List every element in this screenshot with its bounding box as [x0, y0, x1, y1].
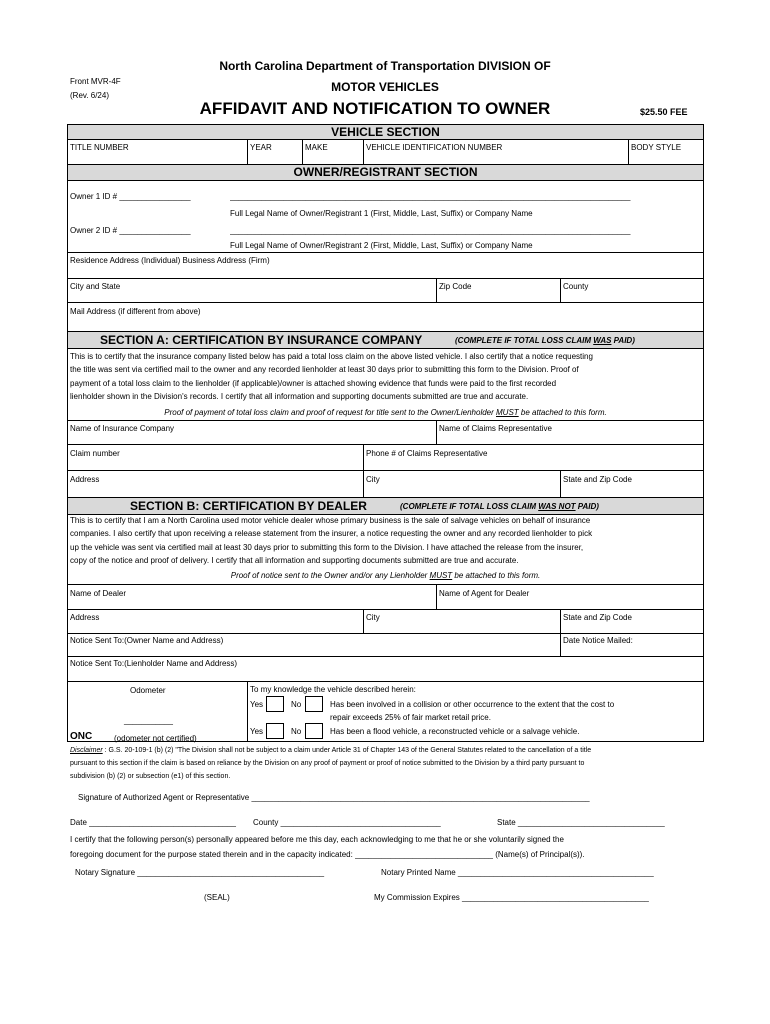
dealer-name-field[interactable]: Name of Dealer — [70, 589, 127, 598]
q1-yes-label: Yes — [250, 700, 264, 709]
notary-certification: I certify that the following person(s) personally appeared before me this day, each acknowledging to me that he or she voluntarily signed the foregoing document for the purpose stated therein and in the capacity indicated: _______________________________ (Name(s) of Principal(s)). — [70, 835, 585, 859]
knowledge-label: To my knowledge the vehicle described herein: — [250, 685, 416, 694]
vehicle-section-title: VEHICLE SECTION — [331, 125, 440, 139]
title-number-label: TITLE NUMBER — [70, 143, 129, 152]
owner1-id-field[interactable]: Owner 1 ID # ________________ — [70, 192, 191, 201]
section-b-title: SECTION B: CERTIFICATION BY DEALER — [130, 499, 367, 513]
date-mailed-field[interactable]: Date Notice Mailed: — [563, 636, 633, 645]
section-a-state-zip-field[interactable]: State and Zip Code — [563, 475, 632, 484]
onc-label: ONC — [70, 731, 93, 742]
q2-no-label: No — [291, 727, 302, 736]
q1-no-checkbox[interactable] — [305, 696, 323, 712]
section-a-proof-note: Proof of payment of total loss claim and proof of request for title sent to the Owner/Lienholder MUST be attached to this form. — [164, 408, 607, 417]
city-state-field[interactable]: City and State — [70, 282, 121, 291]
owner2-id-field[interactable]: Owner 2 ID # ________________ — [70, 226, 191, 235]
commission-expires-field[interactable]: My Commission Expires __________________________________________ — [374, 893, 649, 902]
claim-number-field[interactable]: Claim number — [70, 449, 120, 458]
notice-lienholder-field[interactable]: Notice Sent To:(Lienholder Name and Address) — [70, 659, 238, 668]
state-sig-field[interactable]: State _________________________________ — [497, 818, 665, 827]
owner2-name-caption: Full Legal Name of Owner/Registrant 2 (First, Middle, Last, Suffix) or Company Name — [230, 241, 533, 250]
body-style-label: BODY STYLE — [631, 143, 682, 152]
form-title: AFFIDAVIT AND NOTIFICATION TO OWNER — [199, 99, 551, 118]
odometer-label: Odometer — [130, 686, 166, 695]
section-a-city-field[interactable]: City — [366, 475, 380, 484]
q2-no-checkbox[interactable] — [305, 723, 323, 739]
vin-label: VEHICLE IDENTIFICATION NUMBER — [366, 143, 503, 152]
notary-printed-name-field[interactable]: Notary Printed Name ____________________________________________ — [381, 868, 654, 877]
notice-owner-field[interactable]: Notice Sent To:(Owner Name and Address) — [70, 636, 224, 645]
section-b-proof-note: Proof of notice sent to the Owner and/or any Lienholder MUST be attached to this form. — [230, 571, 541, 580]
onc-note: (odometer not certified) — [114, 734, 197, 743]
owner2-name-field[interactable]: __________________________________________________________________________________________ — [230, 226, 631, 235]
form-revision: (Rev. 6/24) — [70, 91, 109, 100]
section-b-note: (COMPLETE IF TOTAL LOSS CLAIM WAS NOT PAID) — [400, 502, 599, 511]
q2-yes-label: Yes — [250, 727, 264, 736]
q1-yes-checkbox[interactable] — [266, 696, 284, 712]
form-id: Front MVR-4F — [70, 77, 121, 86]
dealer-address-field[interactable]: Address — [70, 613, 100, 622]
section-a-note: (COMPLETE IF TOTAL LOSS CLAIM WAS PAID) — [455, 336, 635, 345]
owner-section-title: OWNER/REGISTRANT SECTION — [293, 165, 478, 179]
section-a-address-field[interactable]: Address — [70, 475, 100, 484]
residence-address-field[interactable]: Residence Address (Individual) Business Address (Firm) — [70, 256, 270, 265]
date-field[interactable]: Date _________________________________ — [70, 818, 236, 827]
odometer-input[interactable]: ___________ — [124, 716, 173, 725]
agency-line-2: MOTOR VEHICLES — [331, 80, 439, 94]
dealer-city-field[interactable]: City — [366, 613, 380, 622]
mail-address-field[interactable]: Mail Address (if different from above) — [70, 307, 201, 316]
section-a-title: SECTION A: CERTIFICATION BY INSURANCE COMPANY — [100, 333, 423, 347]
insurance-company-field[interactable]: Name of Insurance Company — [70, 424, 175, 433]
dealer-state-zip-field[interactable]: State and Zip Code — [563, 613, 632, 622]
q1-text-line2: repair exceeds 25% of fair market retail price. — [330, 713, 491, 722]
zip-code-field[interactable]: Zip Code — [439, 282, 472, 291]
agent-signature-field[interactable]: Signature of Authorized Agent or Representative ____________________________________________________________________________ — [78, 793, 590, 802]
claims-rep-field[interactable]: Name of Claims Representative — [439, 424, 552, 433]
owner1-name-caption: Full Legal Name of Owner/Registrant 1 (First, Middle, Last, Suffix) or Company Name — [230, 209, 533, 218]
agent-name-field[interactable]: Name of Agent for Dealer — [439, 589, 530, 598]
disclaimer: Disclaimer : G.S. 20-109-1 (b) (2) "The Division shall not be subject to a claim under Article 31 of Chapter 143 of the General Statutes related to the cancellation of a title pursuant to this section if the claim is based on reliance by the Division on any proof of payment or proof of notice submitted to the Division by a third party pursuant to subdivision (b) (2) or subsection (e1) of this section. — [70, 747, 592, 780]
section-a-body: This is to certify that the insurance company listed below has paid a total loss claim on the above listed vehicle. I also certify that a notice requesting the title was sent via certified mail to the owner and any recorded lienholder at least 30 days prior to submitting this form to the Division. Proof of payment of a total loss claim to the lienholder (if applicable)/owner is attached showing evidence that funds were paid to the first recorded lienholder shown in the Division's records. I certify that all information and supporting documents submitted are true and accurate. — [70, 352, 593, 402]
year-label: YEAR — [250, 143, 272, 152]
make-label: MAKE — [305, 143, 328, 152]
q1-no-label: No — [291, 700, 302, 709]
q2-text: Has been a flood vehicle, a reconstructed vehicle or a salvage vehicle. — [330, 727, 580, 736]
notary-signature-field[interactable]: Notary Signature __________________________________________ — [75, 868, 325, 877]
owner1-name-field[interactable]: __________________________________________________________________________________________ — [230, 192, 631, 201]
county-field[interactable]: County — [563, 282, 589, 291]
section-b-body: This is to certify that I am a North Carolina used motor vehicle dealer whose primary business is the sale of salvage vehicles on behalf of insurance companies. I also certify that upon receiving a release statement from the insurer, a notice requesting the owner and any recorded lienholder to pick up the vehicle was sent via certified mail at least 30 days prior to submitting this form to the Division. I have attached the release from the insurer, copy of the notice and proof of delivery. I certify that all information and supporting documents submitted are true and accurate. — [70, 516, 593, 566]
seal-label: (SEAL) — [204, 893, 230, 902]
agency-line-1: North Carolina Department of Transportation DIVISION OF — [219, 59, 551, 73]
q1-text-line1: Has been involved in a collision or other occurrence to the extent that the cost to — [330, 700, 615, 709]
q2-yes-checkbox[interactable] — [266, 723, 284, 739]
county-sig-field[interactable]: County ____________________________________ — [253, 818, 441, 827]
claims-rep-phone-field[interactable]: Phone # of Claims Representative — [366, 449, 488, 458]
fee: $25.50 FEE — [640, 107, 688, 117]
